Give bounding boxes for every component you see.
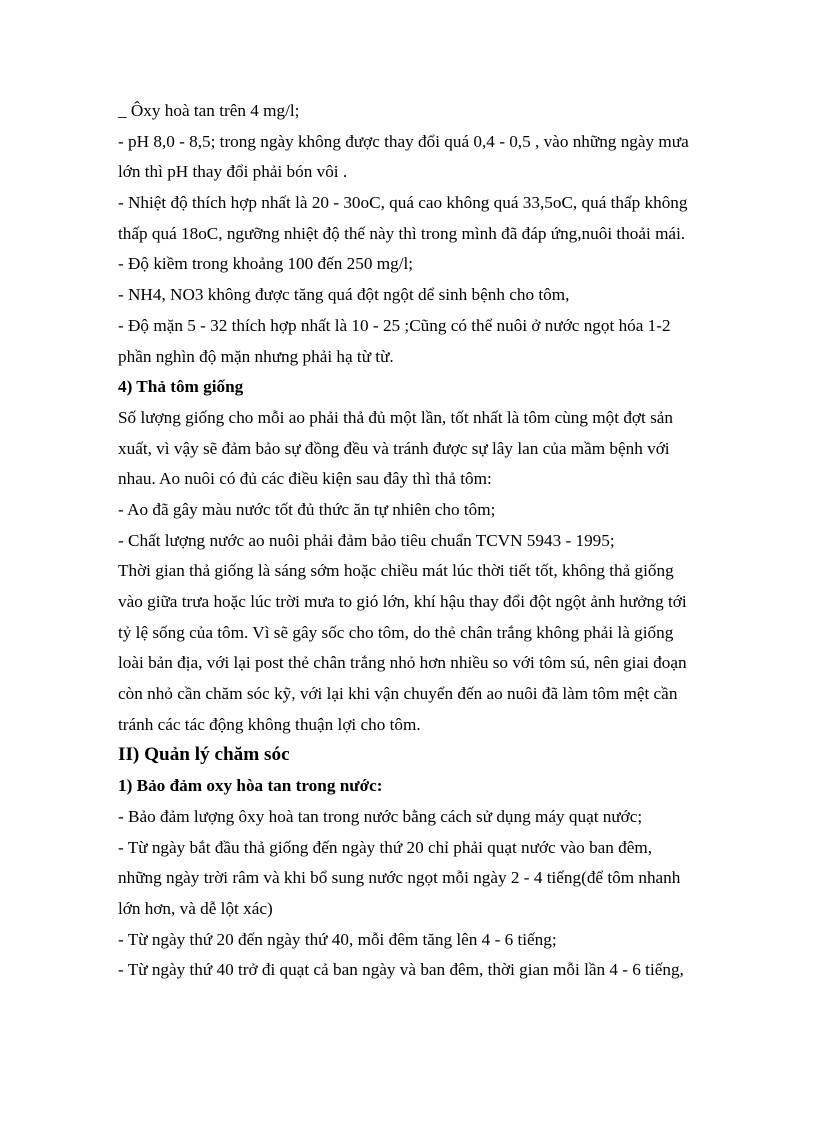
text-line: _ Ôxy hoà tan trên 4 mg/l; (118, 101, 300, 120)
text-line: phần nghìn độ mặn nhưng phải hạ từ từ. (118, 346, 394, 366)
text-line: - Ao đã gây màu nước tốt đủ thức ăn tự nhiên cho tôm; (118, 499, 496, 519)
chapter-heading: II) Quản lý chăm sóc (118, 744, 290, 766)
text-line: - Nhiệt độ thích hợp nhất là 20 - 30oC, quá cao không quá 33,5oC, quá thấp không (118, 193, 688, 213)
text-line: tránh các tác động không thuận lợi cho tôm. (118, 714, 421, 734)
text-line: tỷ lệ sống của tôm. Vì sẽ gây sốc cho tôm, do thẻ chân trắng không phải là giống (118, 622, 674, 642)
text-line: - Độ mặn 5 - 32 thích hợp nhất là 10 - 25 ;Cũng có thể nuôi ở nước ngọt hóa 1-2 (118, 315, 671, 335)
text-line: loài bản địa, với lại post thẻ chân trắng nhỏ hơn nhiều so với tôm sú, nên giai đoạn (118, 653, 687, 673)
text-line: Số lượng giống cho mỗi ao phải thả đủ một lần, tốt nhất là tôm cùng một đợt sản (118, 407, 673, 427)
text-line: lớn thì pH thay đổi phải bón vôi . (118, 162, 348, 182)
text-line: nhau. Ao nuôi có đủ các điều kiện sau đây thì thả tôm: (118, 469, 492, 489)
text-line: - Bảo đảm lượng ôxy hoà tan trong nước bằng cách sử dụng máy quạt nước; (118, 806, 643, 826)
text-line: những ngày trời râm và khi bổ sung nước ngọt mỗi ngày 2 - 4 tiếng(để tôm nhanh (118, 868, 681, 888)
text-line: Thời gian thả giống là sáng sớm hoặc chiều mát lúc thời tiết tốt, không thả giống (118, 561, 674, 581)
text-line: - pH 8,0 - 8,5; trong ngày không được thay đổi quá 0,4 - 0,5 , vào những ngày mưa (118, 131, 689, 151)
text-line: còn nhỏ cần chăm sóc kỹ, với lại khi vận chuyển đến ao nuôi đã làm tôm mệt cần (118, 684, 678, 704)
section-heading: 1) Bảo đảm oxy hòa tan trong nước: (118, 776, 383, 796)
text-line: vào giữa trưa hoặc lúc trời mưa to gió lớn, khí hậu thay đổi đột ngột ảnh hưởng tới (118, 592, 687, 611)
section-heading: 4) Thả tôm giống (118, 377, 244, 397)
text-line: xuất, vì vậy sẽ đảm bảo sự đồng đều và tránh được sự lây lan của mầm bệnh với (118, 438, 670, 458)
text-line: - Từ ngày bắt đầu thả giống đến ngày thứ 20 chỉ phải quạt nước vào ban đêm, (118, 837, 653, 857)
text-line: thấp quá 18oC, ngưỡng nhiệt độ thế này thì trong mình đã đáp ứng,nuôi thoải mái. (118, 223, 686, 243)
text-line: - Từ ngày thứ 20 đến ngày thứ 40, mỗi đêm tăng lên 4 - 6 tiếng; (118, 929, 557, 949)
text-line: - Độ kiềm trong khoảng 100 đến 250 mg/l; (118, 254, 414, 274)
text-line: lớn hơn, và dễ lột xác) (118, 898, 273, 918)
document-body (118, 101, 708, 991)
text-line: - NH4, NO3 không được tăng quá đột ngột dể sinh bệnh cho tôm, (118, 285, 570, 305)
text-line: - Từ ngày thứ 40 trở đi quạt cả ban ngày và ban đêm, thời gian mỗi lần 4 - 6 tiếng, (118, 960, 684, 980)
text-line: - Chất lượng nước ao nuôi phải đảm bảo tiêu chuẩn TCVN 5943 - 1995; (118, 530, 615, 550)
